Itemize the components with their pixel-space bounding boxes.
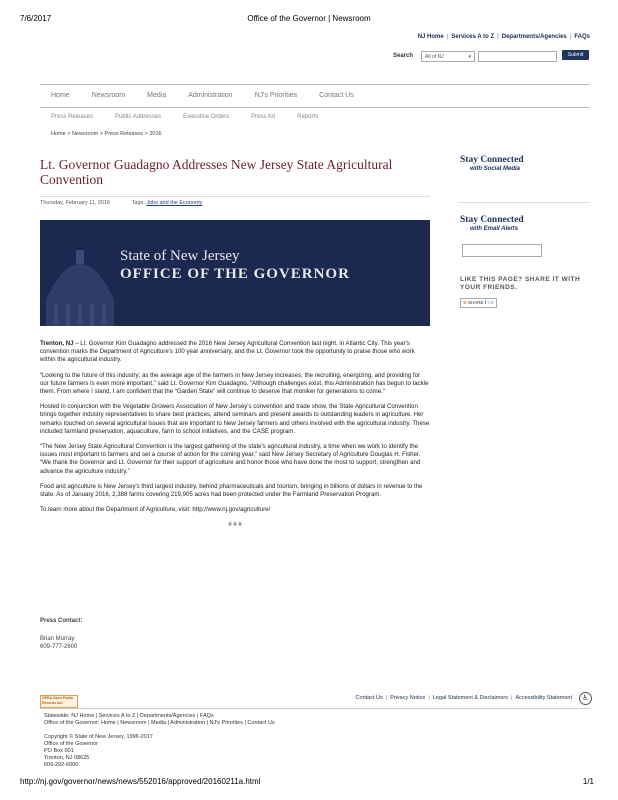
nav-contact[interactable]: Contact Us [319,92,354,99]
nav-priorities[interactable]: NJ's Priorities [254,92,298,99]
search-input[interactable] [478,51,557,62]
social-subtitle[interactable]: with Social Media [470,166,521,172]
paragraph-2: “Looking to the future of this industry; as the average age of the farmers in New Jersey increases, the recruiting, energizing, and providing for our future farmers is even more important,” said Lt. Governor Kim Guadagno. “Although challenges exist, this Administration has begun to tackle them. From where I stand, I am confident that the “Garden State” will continue to deserve that moniker for generations to come.” [40,371,429,396]
opra-logo[interactable]: OPRA Open Public Records Act [40,695,78,708]
top-link-services[interactable]: Services A to Z [451,34,495,40]
banner-line2: OFFICE OF THE GOVERNOR [120,266,350,282]
paragraph-5: Food and agriculture is New Jersey's third largest industry, behind pharmaceuticals and tourism, bringing in billions of dollars in revenue to the state. As of January 2016, 2,388 farms covering 219,905 acres had been protected under the Farmland Preservation Program. [40,482,423,499]
breadcrumb: Home > Newsroom > Press Releases > 2016 [51,131,162,137]
social-title: Stay Connected [460,155,524,165]
top-links: NJ Home | Services A to Z | Departments/Agencies | FAQs [417,34,590,40]
nav-home[interactable]: Home [51,92,70,99]
tags-label: Tags: [131,200,145,206]
subnav-press-kit[interactable]: Press Kit [251,114,276,120]
nav-top-divider [40,84,590,85]
dateline: Trenton, NJ [40,340,74,347]
nav-newsroom[interactable]: Newsroom [91,92,126,99]
subnav-executive-orders[interactable]: Executive Orders [183,114,230,120]
main-nav [51,92,376,99]
footer-office[interactable]: Office of the Governor: Home | Newsroom | Media | Administration | NJ's Priorities | Contact Us [44,720,275,726]
email-icon: ✉ [490,300,494,305]
end-mark: # # # [228,521,242,529]
share-label: SHARE [468,300,484,305]
search-submit-button[interactable]: Submit [562,50,589,60]
press-contact-name: Brian Murray [40,636,75,642]
footer-accessibility-link[interactable]: Accessibility Statement [515,695,572,701]
facebook-icon: f [484,300,487,305]
title-divider [40,196,430,197]
article-date: Thursday, February 11, 2016 [40,200,111,206]
twitter-icon: t [487,300,489,305]
chevron-down-icon: ▾ [468,54,471,60]
footer-copyright: Copyright © State of New Jersey, 1996-2017 [44,734,153,740]
sidebar-divider [458,202,590,203]
paragraph-4: “The New Jersey State Agricultural Convention is the largest gathering of the state's agricultural industry, a time when we work to identify the issues most important to farmers and set a course of action for the coming year,” said New Jersey Secretary of Agriculture Douglas H. Fisher. “We thank the Governor and Lt. Governor for their support of agriculture and honor those who have done the most to support, strengthen and advance the agriculture industry.” [40,443,421,475]
sub-nav [51,114,340,120]
accessibility-icon[interactable]: ♿ [579,692,592,705]
like-page-text: LIKE THIS PAGE? SHARE IT WITH YOUR FRIENDS. [460,276,581,291]
footer-statewide[interactable]: Statewide: NJ Home | Services A to Z | Departments/Agencies | FAQs [44,713,214,719]
banner-line1: State of New Jersey [120,248,240,264]
footer-address-4: 609-292-6000 [44,762,79,768]
article-meta [40,200,202,206]
footer-legal-link[interactable]: Legal Statement & Disclaimers [432,695,508,701]
nav-bottom-divider [40,107,590,108]
article-body [40,340,430,537]
paragraph-1: Trenton, NJ – Lt. Governor Kim Guadagno addressed the 2016 New Jersey Agricultural Convention last night, in Atlantic City. This year's convention marks the Department of Agriculture's 100 year anniversary, and the Lt. Governor took the opportunity to praise those who work within the agricultural industry. [40,340,415,364]
top-link-nj-home[interactable]: NJ Home [417,34,444,40]
print-url: http://nj.gov/governor/news/news/552016/approved/20160211a.html [20,777,261,786]
breadcrumb-newsroom[interactable]: Newsroom [71,131,99,137]
share-plus-icon: ⊕ [463,300,467,305]
press-contact-label: Press Contact: [40,618,83,624]
page-title: Lt. Governor Guadagno Addresses New Jersey State Agricultural Convention [40,157,393,187]
email-alert-input[interactable] [462,244,542,257]
footer-divider [40,708,590,709]
print-page-number: 1/1 [582,777,594,786]
email-subtitle: with Email Alerts [470,226,519,232]
paragraph-3: Hosted in conjunction with the Vegetable Growers Association of New Jersey's convention and trade show, the State Agricultural Convention brings together industry representatives to share best practices, attend seminars and present awards to outstanding leaders in agriculture. Her remarks touched on several agricultural issues that are important to New Jersey farmers and others involved with the agricultural industry. These included farmland preservation, aquaculture, farm to school initiatives, and the CASE program. [40,403,430,435]
search-scope-value: All of NJ [425,54,444,60]
print-date: 7/6/2017 [20,14,52,23]
nav-administration[interactable]: Administration [188,92,233,99]
governor-banner [40,220,430,326]
footer-privacy-link[interactable]: Privacy Notice [390,695,426,701]
breadcrumb-press-releases[interactable]: Press Releases [104,131,144,137]
footer-contact-link[interactable]: Contact Us [355,695,383,701]
subnav-public-addresses[interactable]: Public Addresses [115,114,162,120]
subnav-press-releases[interactable]: Press Releases [51,114,94,120]
top-link-faqs[interactable]: FAQs [574,34,590,40]
print-title: Office of the Governor | Newsroom [247,14,371,23]
breadcrumb-2016[interactable]: 2016 [149,131,162,137]
paragraph-6: To learn more about the Department of Agriculture, visit: http://www.nj.gov/agriculture/ [40,506,271,514]
footer-address-1: Office of the Governor [44,741,99,747]
search-scope-select[interactable] [421,51,475,62]
email-title: Stay Connected [460,215,524,225]
breadcrumb-home[interactable]: Home [51,131,66,137]
subnav-reports[interactable]: Reports [297,114,319,120]
footer-links: Contact Us | Privacy Notice | Legal Statement & Disclaimers | Accessibility Statement [355,695,572,701]
search-label: Search [393,53,414,59]
tag-link[interactable]: Jobs and the Economy [146,200,203,206]
top-link-departments[interactable]: Departments/Agencies [501,34,567,40]
footer-address-3: Trenton, NJ 08625 [44,755,90,761]
footer-address-2: PO Box 001 [44,748,74,754]
share-button[interactable] [460,298,497,308]
press-contact-phone: 609-777-2600 [40,644,78,650]
nav-media[interactable]: Media [147,92,167,99]
